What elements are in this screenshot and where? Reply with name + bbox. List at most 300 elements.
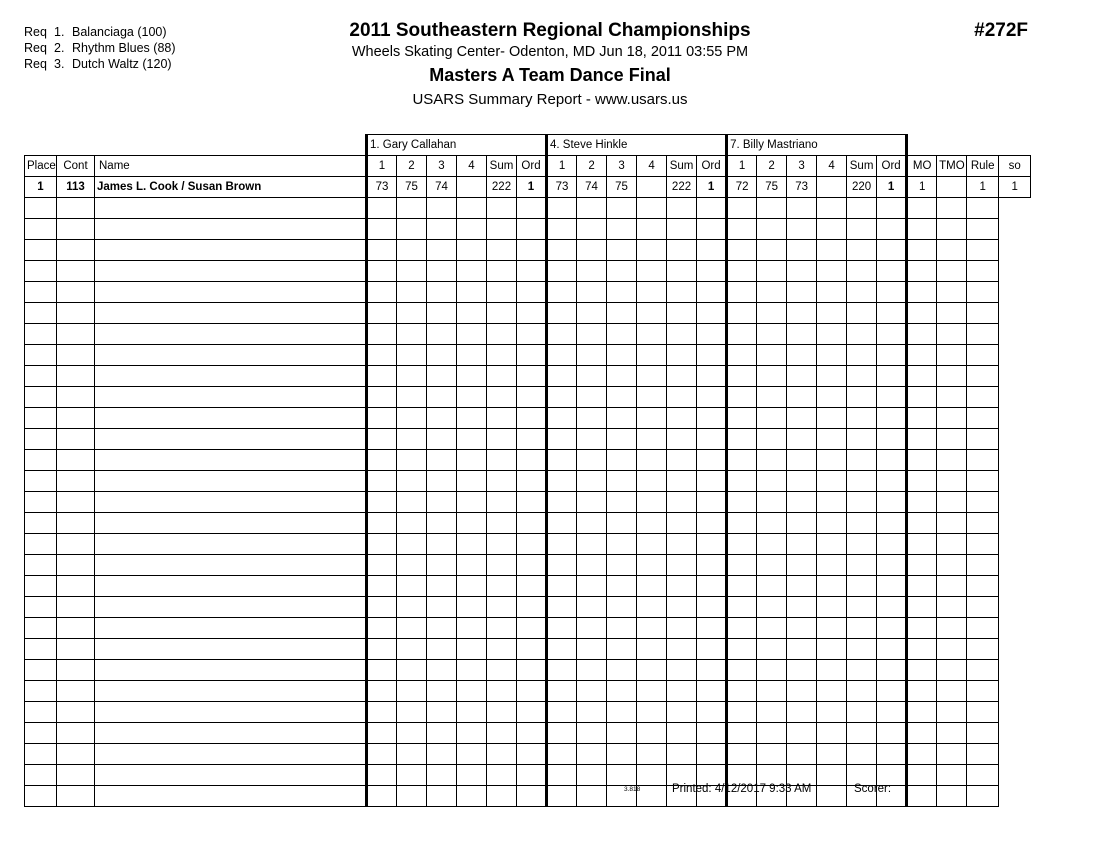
cell-empty [427,492,457,513]
cell-empty [367,513,397,534]
report-header [0,20,1100,111]
cell-empty [697,282,727,303]
cell-so: 1 [999,177,1031,198]
cell-empty [487,597,517,618]
cell-empty [847,576,877,597]
cell-empty [667,618,697,639]
cell-empty [937,429,967,450]
cell-empty [907,429,937,450]
cell-empty [667,744,697,765]
cell-empty [787,261,817,282]
cell-empty [487,429,517,450]
cell-empty [637,555,667,576]
table-row-empty [25,219,1083,240]
cell-empty [577,618,607,639]
cell-empty [457,324,487,345]
table-row-empty [25,408,1083,429]
cell-empty [367,408,397,429]
cell-empty [25,681,57,702]
cell-empty [95,681,367,702]
cell-empty [427,366,457,387]
cell-empty [367,534,397,555]
cell-empty [937,576,967,597]
cell-empty [907,219,937,240]
cell-empty [847,492,877,513]
cell-empty [967,282,999,303]
cell-empty [577,471,607,492]
cell-empty [427,681,457,702]
cell-empty [967,660,999,681]
cell-empty [607,639,637,660]
cell-empty [817,387,847,408]
cell-empty [487,198,517,219]
cell-empty [95,324,367,345]
cell-empty [547,597,577,618]
cell-empty [697,534,727,555]
cell-empty [397,702,427,723]
cell-empty [457,786,487,807]
cell-empty [487,345,517,366]
cell-empty [397,555,427,576]
cell-empty [727,744,757,765]
cell-p1-score-1: 73 [367,177,397,198]
cell-empty [967,702,999,723]
cell-empty [607,723,637,744]
cell-empty [637,744,667,765]
cell-empty [367,282,397,303]
cell-empty [937,723,967,744]
cell-empty [637,303,667,324]
cell-empty [487,366,517,387]
header-p3-score-3: 3 [787,156,817,177]
cell-empty [577,261,607,282]
cell-p3-score-2: 75 [757,177,787,198]
cell-empty [817,618,847,639]
cell-empty [667,471,697,492]
cell-empty [727,723,757,744]
cell-empty [967,198,999,219]
cell-empty [607,450,637,471]
cell-empty [697,429,727,450]
cell-empty [817,345,847,366]
cell-empty [457,492,487,513]
cell-empty [367,324,397,345]
table-row-empty [25,198,1083,219]
cell-empty [817,723,847,744]
cell-empty [577,576,607,597]
cell-empty [817,786,847,807]
cell-empty [457,723,487,744]
cell-empty [667,534,697,555]
cell-empty [847,324,877,345]
cell-empty [877,387,907,408]
cell-empty [787,618,817,639]
cell-empty [57,597,95,618]
cell-empty [847,408,877,429]
cell-empty [727,681,757,702]
cell-empty [547,219,577,240]
cell-empty [937,765,967,786]
cell-p2-sum: 222 [667,177,697,198]
cell-empty [757,702,787,723]
cell-empty [427,408,457,429]
cell-empty [487,261,517,282]
cell-p1-score-2: 75 [397,177,427,198]
cell-empty [967,765,999,786]
cell-empty [397,408,427,429]
cell-empty [397,744,427,765]
cell-empty [937,681,967,702]
header-mo: MO [907,156,937,177]
cell-empty [877,534,907,555]
cell-empty [607,366,637,387]
cell-empty [57,744,95,765]
cell-empty [577,408,607,429]
cell-empty [787,660,817,681]
header-p1-sum: Sum [487,156,517,177]
cell-empty [877,492,907,513]
cell-empty [57,366,95,387]
cell-empty [967,240,999,261]
cell-empty [667,513,697,534]
cell-empty [847,450,877,471]
cell-empty [637,387,667,408]
table-row-empty [25,366,1083,387]
spacer-cell [937,135,967,156]
table-row-empty [25,240,1083,261]
header-p2-score-4: 4 [637,156,667,177]
cell-empty [577,450,607,471]
cell-empty [427,576,457,597]
cell-empty [367,597,397,618]
cell-empty [547,765,577,786]
cell-empty [397,282,427,303]
page-title: 2011 Southeastern Regional Championships [349,20,751,41]
cell-empty [727,429,757,450]
cell-empty [817,597,847,618]
spacer-cell [907,135,937,156]
cell-empty [95,786,367,807]
cell-empty [577,723,607,744]
header-p2-sum: Sum [667,156,697,177]
cell-empty [757,366,787,387]
cell-empty [25,702,57,723]
cell-empty [457,219,487,240]
cell-empty [727,450,757,471]
cell-empty [727,261,757,282]
cell-empty [787,345,817,366]
cell-empty [787,282,817,303]
cell-empty [517,219,547,240]
table-row-empty [25,555,1083,576]
requirement-label: Req [24,25,47,39]
cell-empty [667,408,697,429]
cell-empty [667,261,697,282]
cell-empty [937,786,967,807]
cell-empty [907,387,937,408]
cell-empty [697,450,727,471]
table-row-empty [25,660,1083,681]
cell-empty [667,198,697,219]
cell-empty [577,660,607,681]
cell-empty [367,387,397,408]
cell-empty [757,240,787,261]
cell-empty [697,681,727,702]
cell-empty [937,219,967,240]
requirement-label: Req [24,41,47,55]
cell-empty [57,576,95,597]
cell-empty [517,345,547,366]
cell-empty [667,660,697,681]
cell-empty [907,492,937,513]
cell-empty [95,702,367,723]
panel-3-label: 7. Billy Mastriano [727,135,907,156]
cell-empty [517,324,547,345]
cell-empty [577,765,607,786]
cell-empty [877,576,907,597]
requirement-number: 1. [54,25,65,39]
cell-empty [967,408,999,429]
scorer-label: Scorer: [854,783,892,795]
cell-empty [607,744,637,765]
column-header-row [25,156,1083,177]
cell-empty [787,723,817,744]
cell-empty [57,282,95,303]
cell-empty [457,303,487,324]
cell-empty [57,471,95,492]
cell-empty [847,198,877,219]
cell-empty [457,366,487,387]
cell-empty [427,219,457,240]
cell-empty [757,660,787,681]
cell-empty [877,639,907,660]
cell-empty [697,240,727,261]
cell-empty [697,408,727,429]
cell-rule: 1 [967,177,999,198]
cell-empty [967,597,999,618]
cell-empty [397,387,427,408]
cell-empty [577,219,607,240]
cell-empty [25,513,57,534]
cell-empty [727,303,757,324]
cell-empty [967,471,999,492]
cell-empty [787,198,817,219]
cell-p3-score-1: 72 [727,177,757,198]
cell-empty [727,660,757,681]
table-row-empty [25,639,1083,660]
spacer-cell [999,135,1031,156]
cell-empty [457,261,487,282]
cell-empty [757,198,787,219]
cell-empty [667,387,697,408]
cell-empty [517,492,547,513]
cell-empty [637,534,667,555]
cell-empty [577,387,607,408]
panel-header-row [25,135,1083,156]
cell-empty [727,324,757,345]
cell-empty [607,261,637,282]
cell-empty [427,240,457,261]
cell-empty [457,408,487,429]
cell-empty [967,618,999,639]
cell-empty [757,681,787,702]
cell-empty [95,534,367,555]
cell-empty [547,408,577,429]
cell-empty [847,618,877,639]
header-so: so [999,156,1031,177]
cell-empty [877,471,907,492]
cell-empty [487,681,517,702]
cell-empty [787,576,817,597]
cell-empty [95,303,367,324]
cell-empty [607,282,637,303]
cell-empty [877,555,907,576]
cell-empty [787,597,817,618]
cell-empty [967,450,999,471]
cell-empty [57,660,95,681]
cell-empty [757,387,787,408]
header-p3-score-2: 2 [757,156,787,177]
cell-p1-sum: 222 [487,177,517,198]
cell-empty [817,261,847,282]
cell-empty [547,282,577,303]
cell-empty [25,555,57,576]
cell-empty [757,744,787,765]
cell-empty [487,576,517,597]
cell-empty [95,513,367,534]
header-p3-ord: Ord [877,156,907,177]
cell-empty [757,597,787,618]
cell-empty [517,261,547,282]
cell-empty [967,261,999,282]
cell-empty [547,261,577,282]
cell-empty [967,492,999,513]
cell-empty [787,240,817,261]
cell-empty [397,345,427,366]
cell-empty [667,492,697,513]
cell-empty [877,450,907,471]
cell-empty [25,198,57,219]
cell-empty [907,534,937,555]
cell-empty [427,303,457,324]
cell-empty [547,198,577,219]
cell-empty [637,681,667,702]
cell-empty [847,744,877,765]
cell-empty [757,450,787,471]
cell-empty [547,534,577,555]
cell-empty [95,345,367,366]
cell-empty [577,429,607,450]
cell-p2-score-4 [637,177,667,198]
cell-empty [937,387,967,408]
cell-empty [457,660,487,681]
cell-empty [517,450,547,471]
cell-empty [817,366,847,387]
cell-empty [547,240,577,261]
cell-empty [697,366,727,387]
cell-empty [517,576,547,597]
cell-empty [57,786,95,807]
table-row-empty [25,513,1083,534]
cell-p3-score-3: 73 [787,177,817,198]
cell-empty [817,702,847,723]
requirement-name: Rhythm Blues (88) [72,41,176,55]
cell-empty [547,345,577,366]
cell-empty [877,408,907,429]
cell-empty [637,513,667,534]
cell-empty [95,471,367,492]
cell-empty [57,219,95,240]
cell-empty [667,639,697,660]
cell-empty [937,198,967,219]
cell-empty [367,261,397,282]
report-subtitle: USARS Summary Report - www.usars.us [412,91,688,108]
cell-empty [817,555,847,576]
cell-empty [757,261,787,282]
cell-empty [25,450,57,471]
header-p1-score-3: 3 [427,156,457,177]
cell-empty [787,408,817,429]
cell-empty [667,366,697,387]
cell-empty [57,492,95,513]
cell-empty [397,723,427,744]
cell-empty [727,576,757,597]
cell-empty [487,240,517,261]
cell-empty [817,408,847,429]
cell-p2-ord: 1 [697,177,727,198]
cell-empty [937,240,967,261]
cell-empty [25,576,57,597]
spacer-cell [25,135,57,156]
cell-empty [457,429,487,450]
cell-empty [397,471,427,492]
cell-empty [397,660,427,681]
cell-empty [25,534,57,555]
table-row-empty [25,702,1083,723]
cell-empty [577,324,607,345]
cell-empty [937,303,967,324]
cell-empty [907,618,937,639]
header-p2-score-3: 3 [607,156,637,177]
cell-empty [847,240,877,261]
cell-empty [667,282,697,303]
cell-empty [637,429,667,450]
cell-empty [427,702,457,723]
table-row-empty [25,261,1083,282]
cell-empty [907,303,937,324]
cell-empty [787,366,817,387]
cell-empty [547,786,577,807]
table-row-empty [25,387,1083,408]
cell-empty [817,660,847,681]
cell-empty [637,702,667,723]
cell-empty [817,534,847,555]
cell-empty [457,597,487,618]
cell-empty [517,660,547,681]
cell-empty [517,534,547,555]
cell-empty [517,744,547,765]
cell-empty [427,723,457,744]
cell-empty [787,513,817,534]
cell-empty [457,555,487,576]
cell-empty [607,408,637,429]
cell-empty [517,723,547,744]
cell-empty [787,471,817,492]
cell-empty [787,534,817,555]
cell-empty [847,261,877,282]
cell-empty [57,639,95,660]
cell-empty [25,471,57,492]
